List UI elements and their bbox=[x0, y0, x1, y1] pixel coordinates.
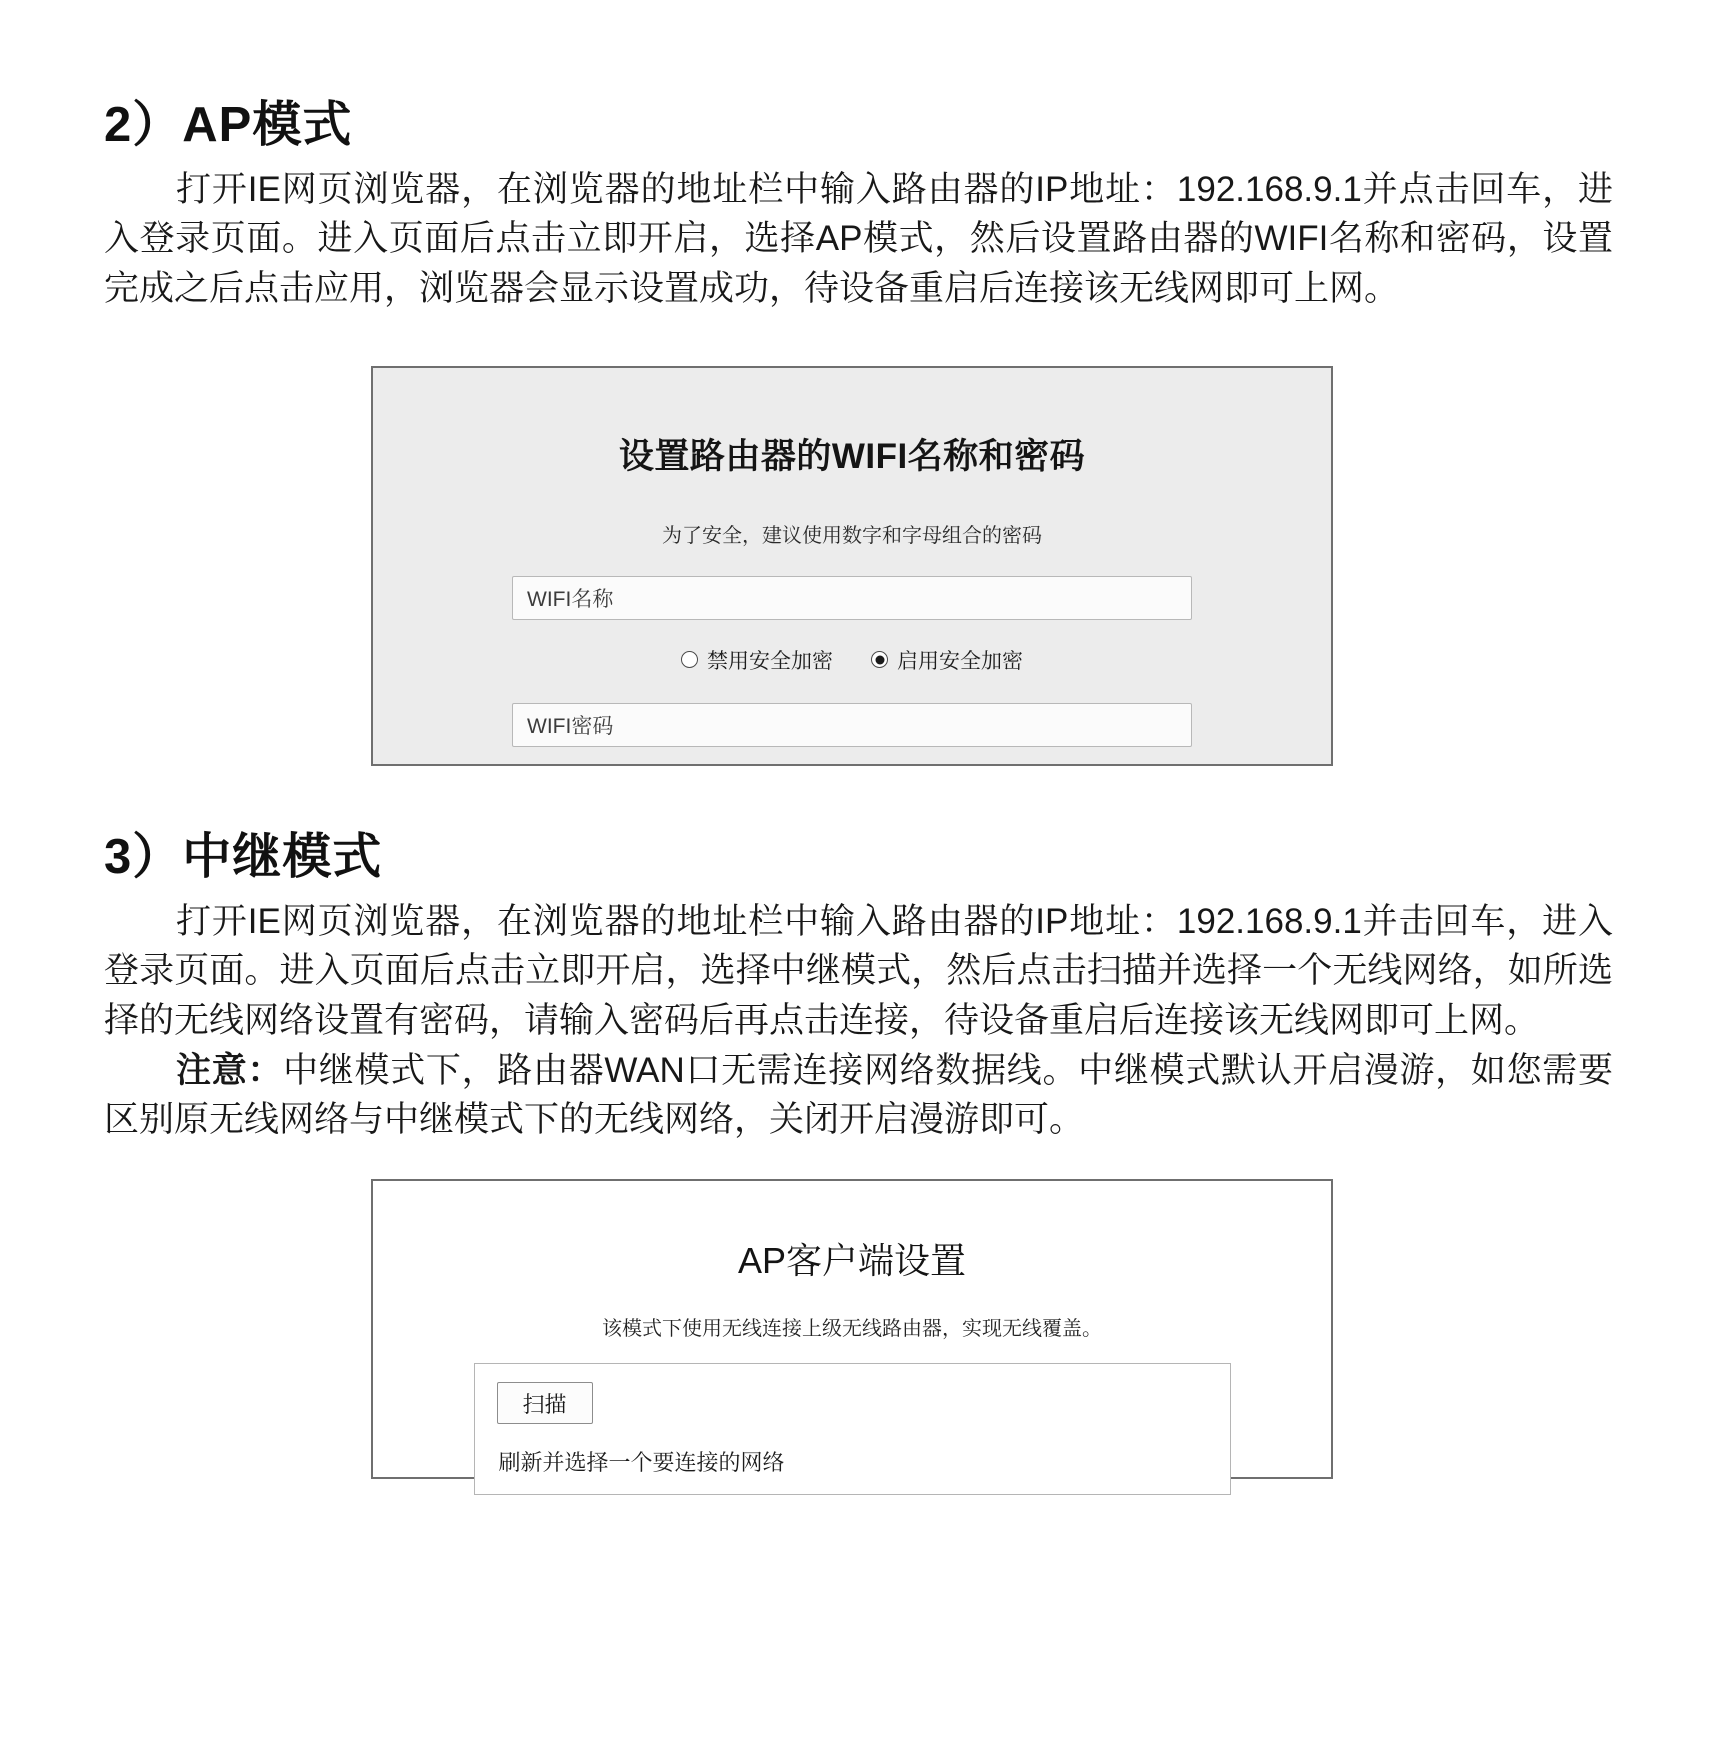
radio-selected-circle-icon bbox=[871, 651, 888, 668]
radio-circle-icon bbox=[681, 651, 698, 668]
radio-enable-encryption-label: 启用安全加密 bbox=[897, 649, 1023, 673]
wifi-password-input[interactable] bbox=[512, 703, 1192, 747]
section-heading-relay-mode: 3）中继模式 bbox=[104, 829, 383, 884]
section-paragraph-relay-mode: 打开IE网页浏览器，在浏览器的地址栏中输入路由器的IP地址：192.168.9.1并击回车，进入登录页面。进入页面后点击立即开启，选择中继模式，然后点击扫描并选择一个无线网络，如所选择的无线网络设置有密码，请输入密码后再点击连接，待设备重启后连接该无线网即可上网。 bbox=[104, 901, 1613, 1041]
ap-figure-subtitle: 为了安全，建议使用数字和字母组合的密码 bbox=[662, 524, 1042, 547]
radio-disable-encryption-label: 禁用安全加密 bbox=[707, 649, 833, 673]
scan-button[interactable]: 扫描 bbox=[497, 1382, 593, 1424]
note-label: 注意： bbox=[176, 1050, 284, 1090]
ap-figure-title: 设置路由器的WIFI名称和密码 bbox=[618, 436, 1086, 476]
section-paragraph-ap-mode: 打开IE网页浏览器，在浏览器的地址栏中输入路由器的IP地址：192.168.9.1并点击回车，进入登录页面。进入页面后点击立即开启，选择AP模式，然后设置路由器的WIFI名称和密码，设置完成之后点击应用，浏览器会显示设置成功，待设备重启后连接该无线网即可上网。 bbox=[104, 169, 1613, 309]
relay-figure-subtitle: 该模式下使用无线连接上级无线路由器，实现无线覆盖。 bbox=[602, 1318, 1102, 1341]
ap-mode-settings-figure bbox=[371, 366, 1333, 766]
radio-disable-encryption[interactable] bbox=[681, 645, 833, 675]
note-text: 中继模式下，路由器WAN口无需连接网络数据线。中继模式默认开启漫游，如您需要区别原无线网络与中继模式下的无线网络，关闭开启漫游即可。 bbox=[104, 1050, 1613, 1140]
scan-hint-text: 刷新并选择一个要连接的网络 bbox=[498, 1450, 785, 1476]
relay-mode-settings-figure bbox=[371, 1179, 1333, 1479]
radio-enable-encryption[interactable] bbox=[871, 645, 1023, 675]
wifi-ssid-input[interactable] bbox=[512, 576, 1192, 620]
relay-figure-title: AP客户端设置 bbox=[737, 1240, 967, 1282]
spacer bbox=[104, 766, 1613, 828]
section-heading-ap-mode: 2）AP模式 bbox=[104, 98, 353, 152]
encryption-radio-group bbox=[373, 645, 1331, 675]
wifi-password-input-placeholder: WIFI密码 bbox=[527, 714, 614, 738]
wifi-ssid-input-placeholder: WIFI名称 bbox=[527, 587, 614, 611]
section-note-relay-mode bbox=[104, 1046, 1613, 1145]
scan-panel bbox=[474, 1363, 1231, 1495]
